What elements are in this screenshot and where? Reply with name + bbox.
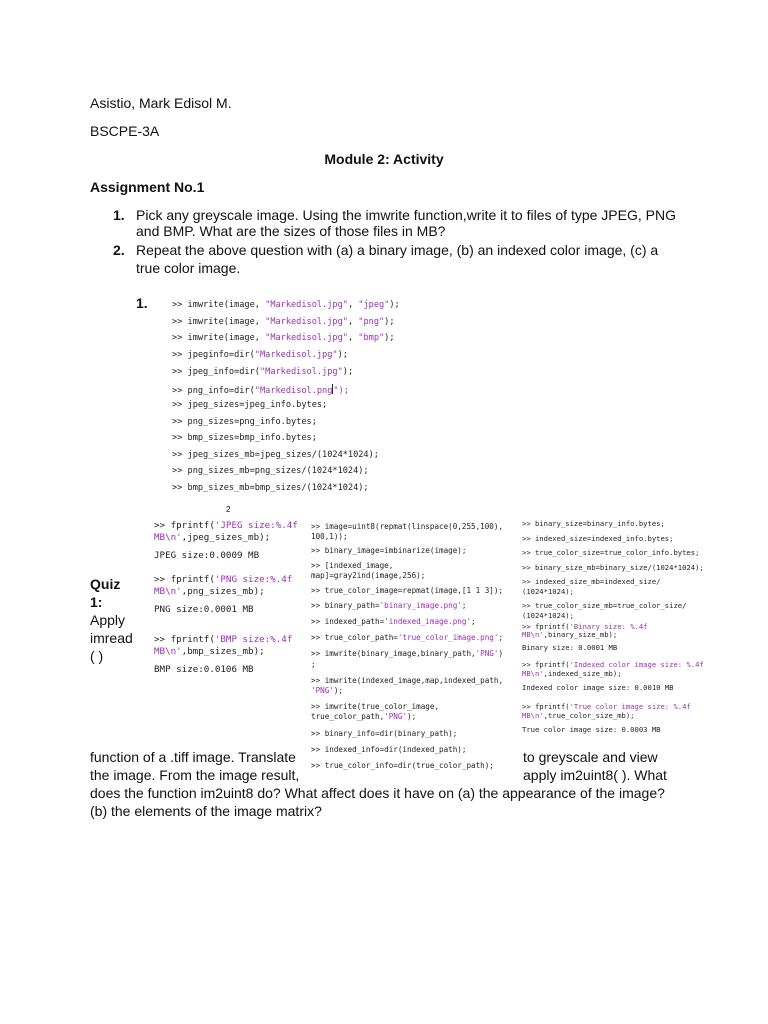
code-segment: MB\n' bbox=[154, 532, 182, 543]
code-line bbox=[311, 561, 393, 570]
code-line bbox=[311, 586, 503, 595]
code-line bbox=[522, 683, 673, 692]
code-segment: 'PNG' bbox=[311, 686, 334, 695]
code-segment: , bbox=[347, 333, 359, 343]
code-segment: "png" bbox=[358, 317, 385, 327]
code-segment: >> jpeg_sizes=jpeg_info.bytes; bbox=[172, 400, 328, 410]
code-line bbox=[522, 669, 622, 678]
code-line bbox=[522, 519, 665, 528]
code-screenshot-4 bbox=[519, 517, 719, 739]
code-segment: >> bmp_sizes=bmp_info.bytes; bbox=[172, 433, 317, 443]
code-line bbox=[172, 450, 379, 460]
quiz-text-word: ( ) bbox=[90, 648, 104, 664]
code-segment: ); bbox=[342, 367, 354, 377]
quiz-text-line: (b) the elements of the image matrix? bbox=[90, 803, 322, 819]
code-segment: >> binary_info=dir(binary_path); bbox=[311, 729, 458, 738]
quiz-text-line: function of a .tiff image. Translate bbox=[90, 749, 296, 765]
code-segment: >> bmp_sizes_mb=bmp_sizes/(1024*1024); bbox=[172, 483, 369, 493]
code-segment: ); bbox=[384, 317, 395, 327]
code-segment: (1024*1024); bbox=[522, 611, 574, 620]
code-segment: >> true_color_size=true_color_info.bytes; bbox=[522, 548, 700, 557]
code-screenshot-1 bbox=[168, 292, 400, 497]
code-line bbox=[172, 433, 317, 443]
code-segment: >> [indexed_image, bbox=[311, 561, 394, 570]
code-segment: ,jpeg_sizes_mb); bbox=[181, 532, 271, 543]
code-line bbox=[311, 729, 457, 738]
code-line bbox=[522, 601, 686, 610]
code-segment: 'Indexed color image size: %.4f bbox=[569, 660, 704, 669]
code-segment: ); bbox=[337, 350, 348, 360]
code-segment: >> imwrite(true_color_image, bbox=[311, 702, 440, 711]
code-line bbox=[154, 604, 254, 615]
code-segment: >> indexed_size=indexed_info.bytes; bbox=[522, 534, 674, 543]
code-segment: "Markedisol.png bbox=[254, 386, 333, 396]
code-segment: ; bbox=[311, 660, 316, 669]
code-segment: ,indexed_size_mb); bbox=[543, 669, 622, 678]
code-segment: "bmp" bbox=[358, 333, 385, 343]
code-line bbox=[311, 546, 466, 555]
code-line bbox=[522, 630, 617, 639]
code-segment: >> imwrite(binary_image,binary_path, bbox=[311, 649, 476, 658]
code-segment: >> indexed_info=dir(indexed_path); bbox=[311, 745, 467, 754]
code-line bbox=[172, 367, 353, 377]
code-segment: ); bbox=[407, 712, 417, 721]
code-line bbox=[311, 633, 503, 642]
code-line bbox=[311, 702, 439, 711]
code-segment: "Markedisol.jpg" bbox=[254, 350, 338, 360]
code-segment: >> imwrite(indexed_image,map,indexed_path, bbox=[311, 676, 504, 685]
code-segment: MB\n' bbox=[522, 669, 544, 678]
code-line bbox=[172, 466, 369, 476]
code-segment: ); bbox=[333, 686, 344, 695]
code-line bbox=[172, 400, 327, 410]
assignment-heading: Assignment No.1 bbox=[90, 179, 205, 195]
code-line bbox=[522, 534, 673, 543]
code-line bbox=[522, 563, 704, 572]
code-line bbox=[311, 745, 466, 754]
code-segment: ); bbox=[389, 300, 400, 310]
code-segment: , bbox=[347, 317, 359, 327]
code-segment: >> imwrite(image, bbox=[172, 300, 266, 310]
quiz-text-line: does the function im2uint8 do? What affect does it have on (a) the appearance of the image? bbox=[90, 785, 665, 801]
student-name: Asistio, Mark Edisol M. bbox=[90, 95, 232, 111]
code-segment: PNG size:0.0001 MB bbox=[154, 604, 254, 615]
code-line bbox=[311, 649, 503, 658]
question-text-line: Repeat the above question with (a) a binary image, (b) an indexed color image, (c) a bbox=[136, 242, 659, 258]
code-segment: MB\n' bbox=[154, 586, 182, 597]
question-number: 1. bbox=[113, 207, 125, 223]
code-segment: ) bbox=[498, 649, 504, 658]
code-segment: 'Binary size: %.4f bbox=[569, 622, 648, 631]
question-text-line: Pick any greyscale image. Using the imwrite function,write it to files of type JPEG, PNG bbox=[136, 207, 676, 223]
code-line bbox=[311, 617, 476, 626]
code-segment: ,true_color_size_mb); bbox=[543, 711, 635, 720]
code-segment: "Markedisol.jpg" bbox=[265, 317, 348, 327]
code-line bbox=[172, 300, 400, 310]
code-screenshot-2 bbox=[150, 516, 305, 681]
code-segment: ); bbox=[384, 333, 395, 343]
code-segment: >> fprintf( bbox=[154, 634, 215, 645]
code-segment: >> indexed_path= bbox=[311, 617, 385, 626]
code-segment: >> imwrite(image, bbox=[172, 317, 266, 327]
code-line bbox=[522, 711, 635, 720]
code-segment: >> binary_size_mb=binary_size/(1024*1024); bbox=[522, 563, 704, 572]
code-segment: >> true_color_info=dir(true_color_path); bbox=[311, 761, 494, 770]
code-segment: >> true_color_size_mb=true_color_size/ bbox=[522, 601, 687, 610]
code-segment: map]=gray2ind(image,256); bbox=[311, 571, 426, 580]
question-text-line: true color image. bbox=[136, 260, 241, 276]
code-segment: 'true_color_image.png' bbox=[397, 633, 499, 642]
code-line bbox=[311, 660, 316, 669]
code-line bbox=[522, 548, 699, 557]
code-line bbox=[522, 577, 660, 586]
code-screenshot-3 bbox=[308, 519, 516, 777]
code-line bbox=[172, 384, 349, 396]
code-segment: >> fprintf( bbox=[522, 702, 570, 711]
code-segment: >> png_info=dir( bbox=[172, 386, 255, 396]
code-segment: true_color_path, bbox=[311, 712, 385, 721]
code-line bbox=[522, 643, 617, 652]
code-line bbox=[154, 574, 292, 585]
code-segment: >> png_sizes=png_info.bytes; bbox=[172, 417, 317, 427]
code-segment: "Markedisol.jpg" bbox=[265, 333, 348, 343]
code-line bbox=[172, 417, 317, 427]
code-line bbox=[311, 712, 416, 721]
code-line bbox=[311, 761, 494, 770]
stray-mark: 2 bbox=[226, 505, 231, 514]
code-line bbox=[154, 646, 265, 657]
code-segment: >> indexed_size_mb=indexed_size/ bbox=[522, 577, 661, 586]
code-line bbox=[311, 601, 466, 610]
quiz-text-word: Apply bbox=[90, 612, 126, 628]
code-segment: ; bbox=[461, 601, 467, 610]
code-line bbox=[154, 634, 292, 645]
code-line bbox=[172, 483, 369, 493]
code-segment: >> fprintf( bbox=[154, 574, 215, 585]
code-segment: Indexed color image size: 0.0010 MB bbox=[522, 683, 674, 692]
student-section: BSCPE-3A bbox=[90, 123, 160, 139]
code-line bbox=[522, 702, 691, 711]
code-segment: Binary size: 0.0001 MB bbox=[522, 643, 618, 652]
code-line bbox=[154, 586, 265, 597]
code-line bbox=[154, 550, 259, 561]
code-segment: 'BMP size:%.4f bbox=[214, 634, 293, 645]
code-segment: MB\n' bbox=[522, 711, 544, 720]
code-line bbox=[311, 532, 348, 541]
code-line bbox=[311, 686, 343, 695]
code-line bbox=[522, 587, 574, 596]
question-text-line: and BMP. What are the sizes of those files in MB? bbox=[136, 223, 446, 239]
code-line bbox=[172, 317, 395, 327]
code-line bbox=[172, 350, 348, 360]
code-segment: "Markedisol.jpg" bbox=[265, 300, 348, 310]
code-line bbox=[522, 725, 660, 734]
code-line bbox=[522, 660, 704, 669]
code-segment: >> jpeg_info=dir( bbox=[172, 367, 260, 377]
code-segment: ; bbox=[471, 617, 476, 626]
document-title: Module 2: Activity bbox=[324, 151, 444, 167]
code-segment: >> true_color_image=repmat(image,[1 1 3]); bbox=[311, 586, 504, 595]
code-segment: 100,1)); bbox=[311, 532, 348, 541]
code-line bbox=[154, 532, 270, 543]
code-line bbox=[154, 664, 254, 675]
code-line bbox=[311, 676, 503, 685]
code-segment: >> png_sizes_mb=png_sizes/(1024*1024); bbox=[172, 466, 369, 476]
answer-label: 1. bbox=[136, 295, 148, 311]
code-segment: MB\n' bbox=[154, 646, 182, 657]
code-segment: >> jpeg_sizes_mb=jpeg_sizes/(1024*1024); bbox=[172, 450, 379, 460]
code-segment: >> binary_image=imbinarize(image); bbox=[311, 546, 467, 555]
code-segment: >> binary_size=binary_info.bytes; bbox=[522, 519, 665, 528]
code-segment: ,png_sizes_mb); bbox=[181, 586, 265, 597]
code-segment: 'PNG' bbox=[384, 712, 408, 721]
code-segment: ,binary_size_mb); bbox=[543, 630, 618, 639]
code-segment: (1024*1024); bbox=[522, 587, 574, 596]
code-segment: 'indexed_image.png' bbox=[384, 617, 472, 626]
code-segment: ,bmp_sizes_mb); bbox=[181, 646, 265, 657]
code-line bbox=[311, 571, 425, 580]
code-line bbox=[311, 522, 503, 531]
code-segment: >> fprintf( bbox=[522, 660, 570, 669]
quiz-text-word: imread bbox=[90, 630, 133, 646]
code-segment: >> binary_path= bbox=[311, 601, 380, 610]
code-segment: "jpeg" bbox=[358, 300, 390, 310]
code-segment: >> true_color_path= bbox=[311, 633, 398, 642]
quiz-label-number: 1: bbox=[90, 594, 103, 610]
code-line bbox=[172, 333, 395, 343]
code-segment: 'True color image size: %.4f bbox=[569, 702, 691, 711]
code-segment: >> imwrite(image, bbox=[172, 333, 266, 343]
code-segment: >> fprintf( bbox=[154, 520, 215, 531]
code-segment: 'binary_image.png' bbox=[379, 601, 462, 610]
question-number: 2. bbox=[113, 242, 125, 258]
code-segment: ; bbox=[498, 633, 504, 642]
code-segment: >> image=uint8(repmat(linspace(0,255,100), bbox=[311, 522, 504, 531]
quiz-text-line: apply im2uint8( ). What bbox=[523, 767, 667, 783]
quiz-text-line: the image. From the image result, bbox=[90, 767, 300, 783]
code-segment: , bbox=[347, 300, 359, 310]
code-segment: BMP size:0.0106 MB bbox=[154, 664, 254, 675]
code-segment: 'PNG' bbox=[475, 649, 499, 658]
code-segment: "); bbox=[333, 386, 349, 396]
code-segment: True color image size: 0.0003 MB bbox=[522, 725, 661, 734]
code-segment: "Markedisol.jpg" bbox=[259, 367, 343, 377]
code-segment: 'PNG size:%.4f bbox=[214, 574, 293, 585]
code-segment: 'JPEG size:%.4f bbox=[214, 520, 298, 531]
code-segment: MB\n' bbox=[522, 630, 544, 639]
quiz-text-line: to greyscale and view bbox=[523, 749, 658, 765]
code-segment: JPEG size:0.0009 MB bbox=[154, 550, 260, 561]
code-line bbox=[522, 611, 574, 620]
code-line bbox=[154, 520, 298, 531]
code-segment: >> jpeginfo=dir( bbox=[172, 350, 255, 360]
quiz-label: Quiz bbox=[90, 576, 121, 592]
code-segment: >> fprintf( bbox=[522, 622, 570, 631]
